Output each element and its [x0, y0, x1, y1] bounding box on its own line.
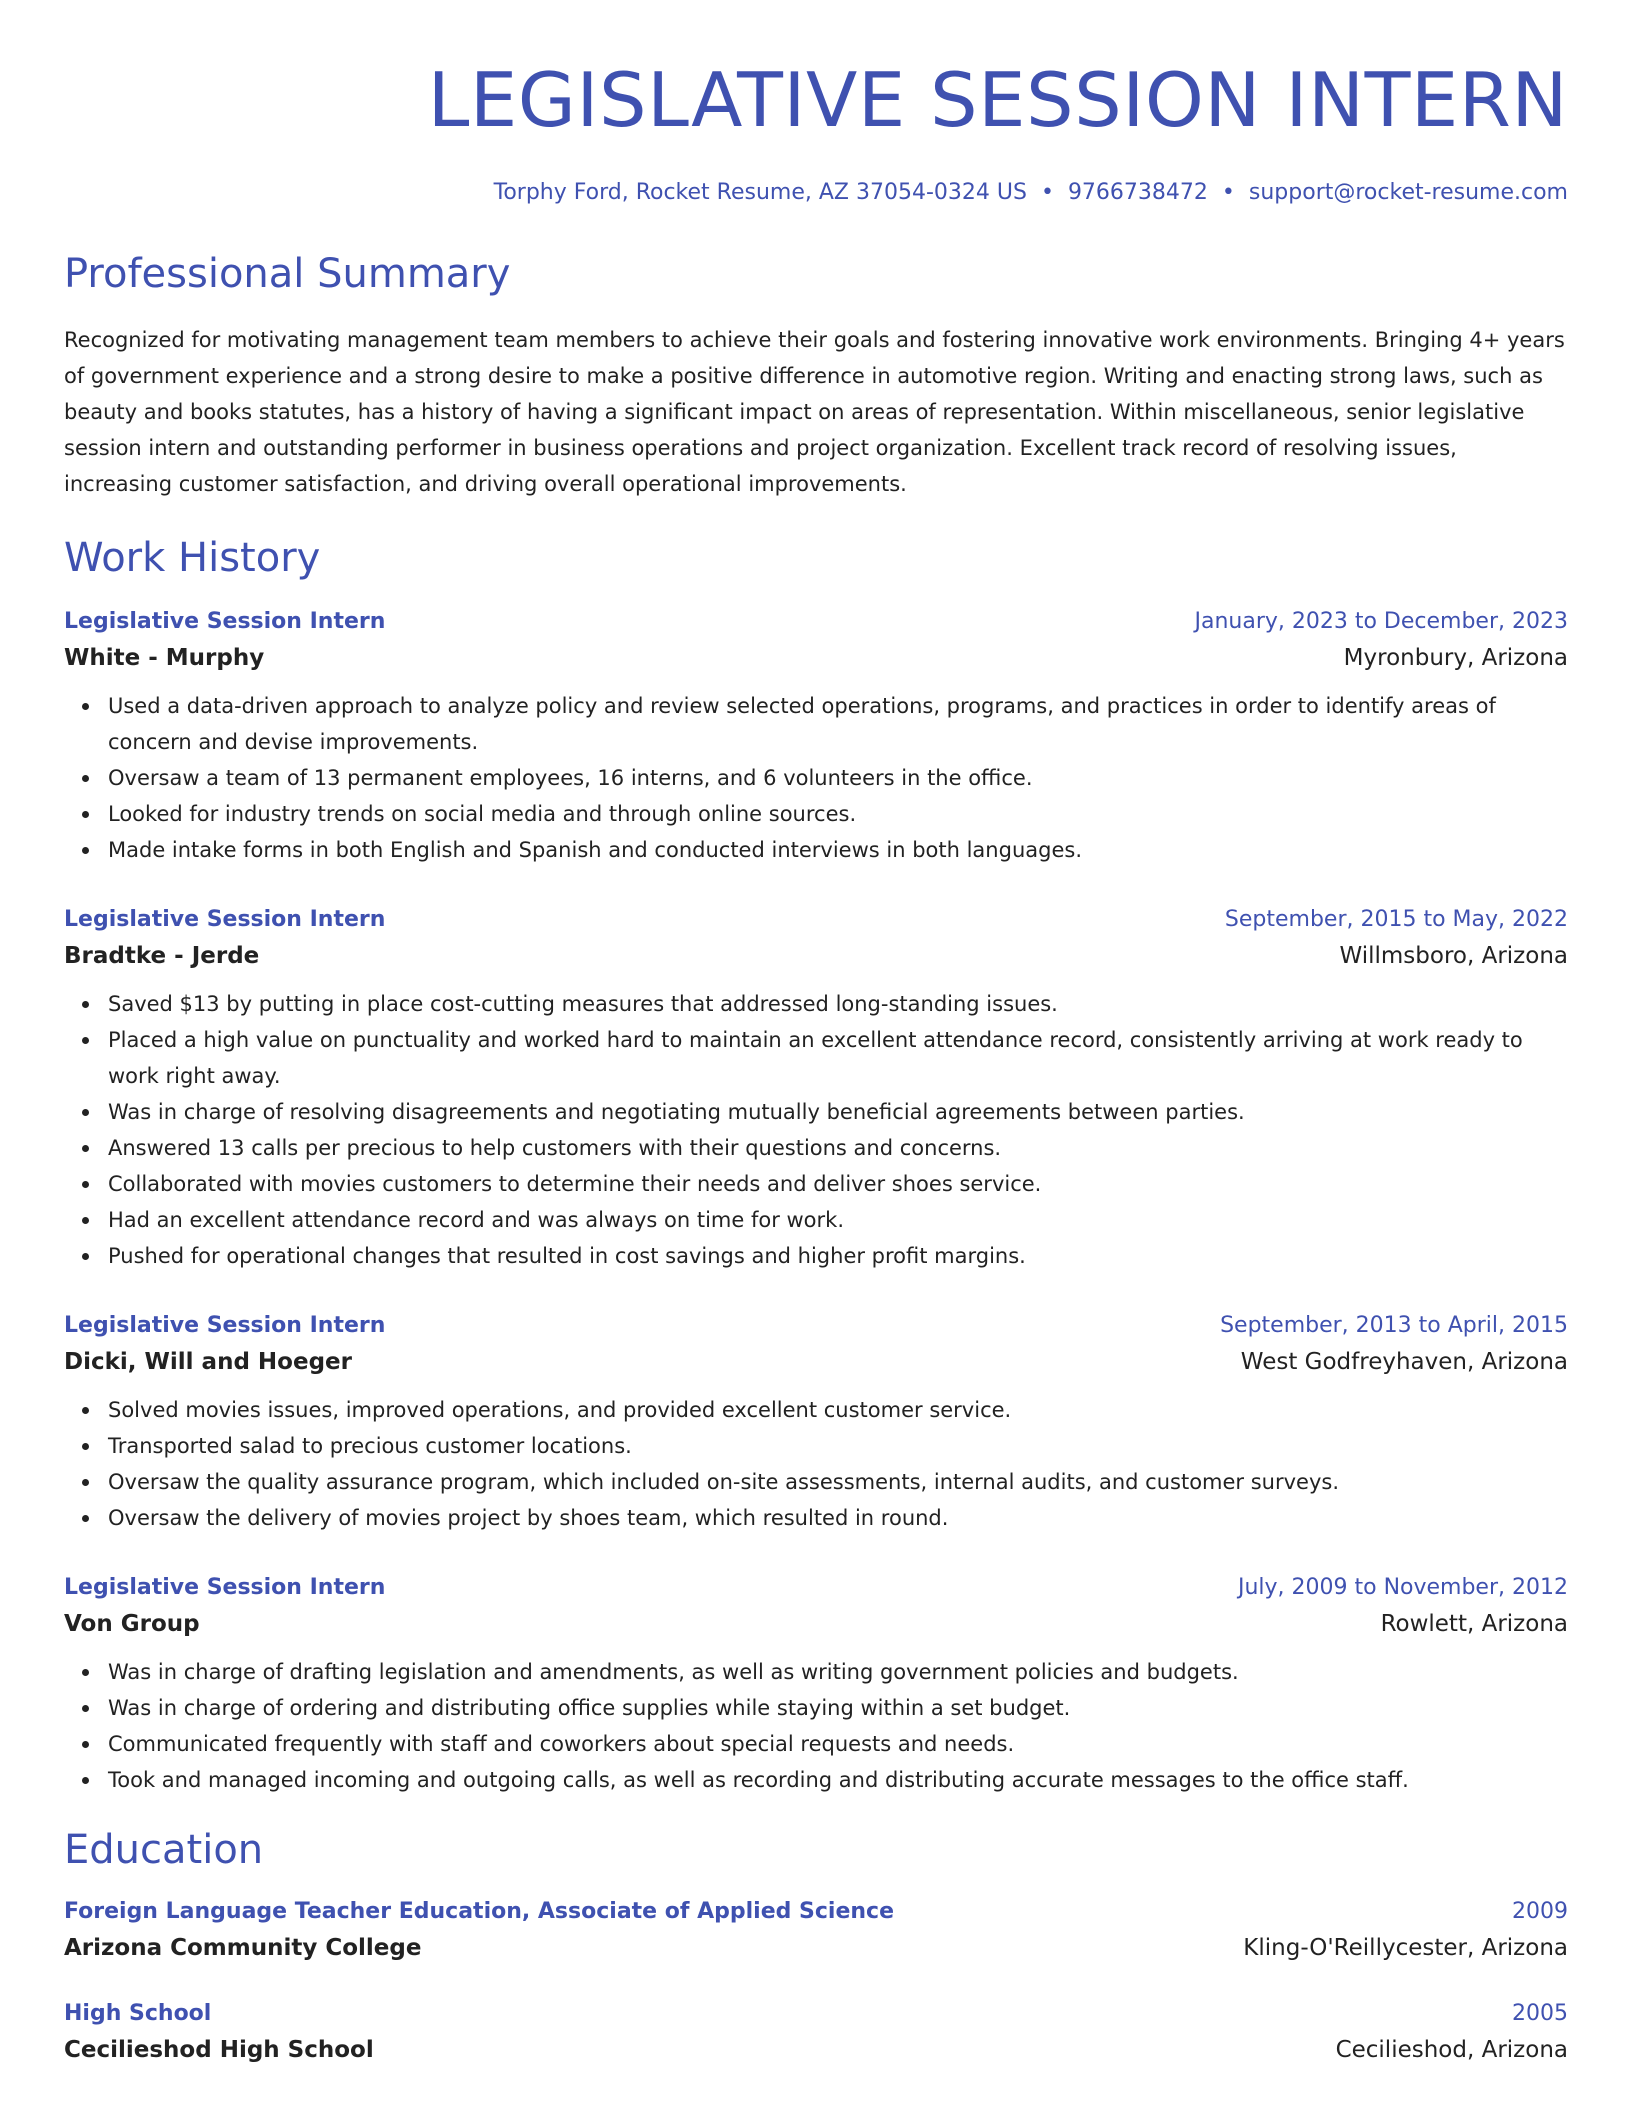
job-bullets — [64, 986, 1568, 1274]
work-history-heading: Work History — [64, 535, 321, 581]
job-company: Bradtke - Jerde — [64, 943, 260, 969]
education-school: Arizona Community College — [64, 1935, 422, 1961]
education-entry — [64, 1996, 1568, 2068]
job-location: Willmsboro, Arizona — [1339, 943, 1568, 969]
job-location: Rowlett, Arizona — [1380, 1611, 1568, 1637]
job-bullet: Oversaw a team of 13 permanent employees, 16 interns, and 6 volunteers in the office. — [108, 760, 1568, 796]
education-degree: High School — [64, 2001, 212, 2026]
job-title: Legislative Session Intern — [64, 1575, 386, 1600]
contact-line — [64, 178, 1568, 208]
job-dates: September, 2015 to May, 2022 — [1224, 907, 1568, 932]
education-heading: Education — [64, 1827, 264, 1873]
job-dates: January, 2023 to December, 2023 — [1194, 609, 1568, 634]
education-school: Cecilieshod High School — [64, 2037, 374, 2063]
job-bullet: Answered 13 calls per precious to help customers with their questions and concerns. — [108, 1130, 1568, 1166]
job-bullet: Placed a high value on punctuality and worked hard to maintain an excellent attendance record, consistently arriving at work ready to work right away. — [108, 1022, 1568, 1094]
job-company: Dicki, Will and Hoeger — [64, 1349, 352, 1375]
job-bullet: Collaborated with movies customers to determine their needs and deliver shoes service. — [108, 1166, 1568, 1202]
job-bullet: Solved movies issues, improved operations, and provided excellent customer service. — [108, 1392, 1568, 1428]
contact-phone: 9766738472 — [1067, 180, 1208, 205]
job-entry — [64, 604, 1568, 868]
education-location: Kling-O'Reillycester, Arizona — [1243, 1935, 1568, 1961]
job-location: West Godfreyhaven, Arizona — [1240, 1349, 1568, 1375]
job-bullet: Was in charge of ordering and distributing office supplies while staying within a set budget. — [108, 1690, 1568, 1726]
job-bullet: Looked for industry trends on social media and through online sources. — [108, 796, 1568, 832]
job-entry — [64, 902, 1568, 1274]
education-entry — [64, 1894, 1568, 1966]
education-year: 2009 — [1512, 1899, 1568, 1924]
job-location: Myronbury, Arizona — [1343, 645, 1568, 671]
job-bullet: Had an excellent attendance record and was always on time for work. — [108, 1202, 1568, 1238]
education-degree: Foreign Language Teacher Education, Associate of Applied Science — [64, 1899, 895, 1924]
contact-email[interactable]: support@rocket-resume.com — [1248, 180, 1568, 205]
job-entry — [64, 1308, 1568, 1536]
job-company: Von Group — [64, 1611, 200, 1637]
job-bullet: Transported salad to precious customer locations. — [108, 1428, 1568, 1464]
education-location: Cecilieshod, Arizona — [1335, 2037, 1568, 2063]
contact-separator: • — [1040, 180, 1054, 205]
job-bullet: Used a data-driven approach to analyze policy and review selected operations, programs, and practices in order to identify areas of concern and devise improvements. — [108, 688, 1568, 760]
job-bullet: Oversaw the quality assurance program, which included on-site assessments, internal audits, and customer surveys. — [108, 1464, 1568, 1500]
job-bullet: Was in charge of resolving disagreements and negotiating mutually beneficial agreements between parties. — [108, 1094, 1568, 1130]
job-bullets — [64, 688, 1568, 868]
education-year: 2005 — [1512, 2001, 1568, 2026]
job-company: White - Murphy — [64, 645, 265, 671]
contact-separator: • — [1221, 180, 1235, 205]
job-bullet: Was in charge of drafting legislation and amendments, as well as writing government policies and budgets. — [108, 1654, 1568, 1690]
job-bullet: Saved $13 by putting in place cost-cutting measures that addressed long-standing issues. — [108, 986, 1568, 1022]
summary-heading: Professional Summary — [64, 251, 511, 297]
resume-title: LEGISLATIVE SESSION INTERN — [427, 56, 1568, 144]
job-dates: September, 2013 to April, 2015 — [1220, 1313, 1568, 1338]
job-bullet: Pushed for operational changes that resulted in cost savings and higher profit margins. — [108, 1238, 1568, 1274]
job-bullets — [64, 1654, 1568, 1798]
contact-address: Torphy Ford, Rocket Resume, AZ 37054-0324 US — [493, 180, 1027, 205]
job-bullet: Took and managed incoming and outgoing calls, as well as recording and distributing accurate messages to the office staff. — [108, 1762, 1568, 1798]
job-bullet: Made intake forms in both English and Spanish and conducted interviews in both languages. — [108, 832, 1568, 868]
job-bullets — [64, 1392, 1568, 1536]
job-bullet: Communicated frequently with staff and coworkers about special requests and needs. — [108, 1726, 1568, 1762]
job-title: Legislative Session Intern — [64, 1313, 386, 1338]
job-dates: July, 2009 to November, 2012 — [1237, 1575, 1568, 1600]
job-bullet: Oversaw the delivery of movies project by shoes team, which resulted in round. — [108, 1500, 1568, 1536]
job-entry — [64, 1570, 1568, 1798]
job-title: Legislative Session Intern — [64, 609, 386, 634]
summary-text: Recognized for motivating management team members to achieve their goals and fostering innovative work environments. Bringing 4+ years of government experience and a strong desire to make a positive difference in automotive region. Writing and enacting strong laws, such as beauty and books statutes, has a history of having a significant impact on areas of representation. Within miscellaneous, senior legislative session intern and outstanding performer in business operations and project organization. Excellent track record of resolving issues, increasing customer satisfaction, and driving overall operational improvements. — [64, 328, 1565, 496]
job-title: Legislative Session Intern — [64, 907, 386, 932]
